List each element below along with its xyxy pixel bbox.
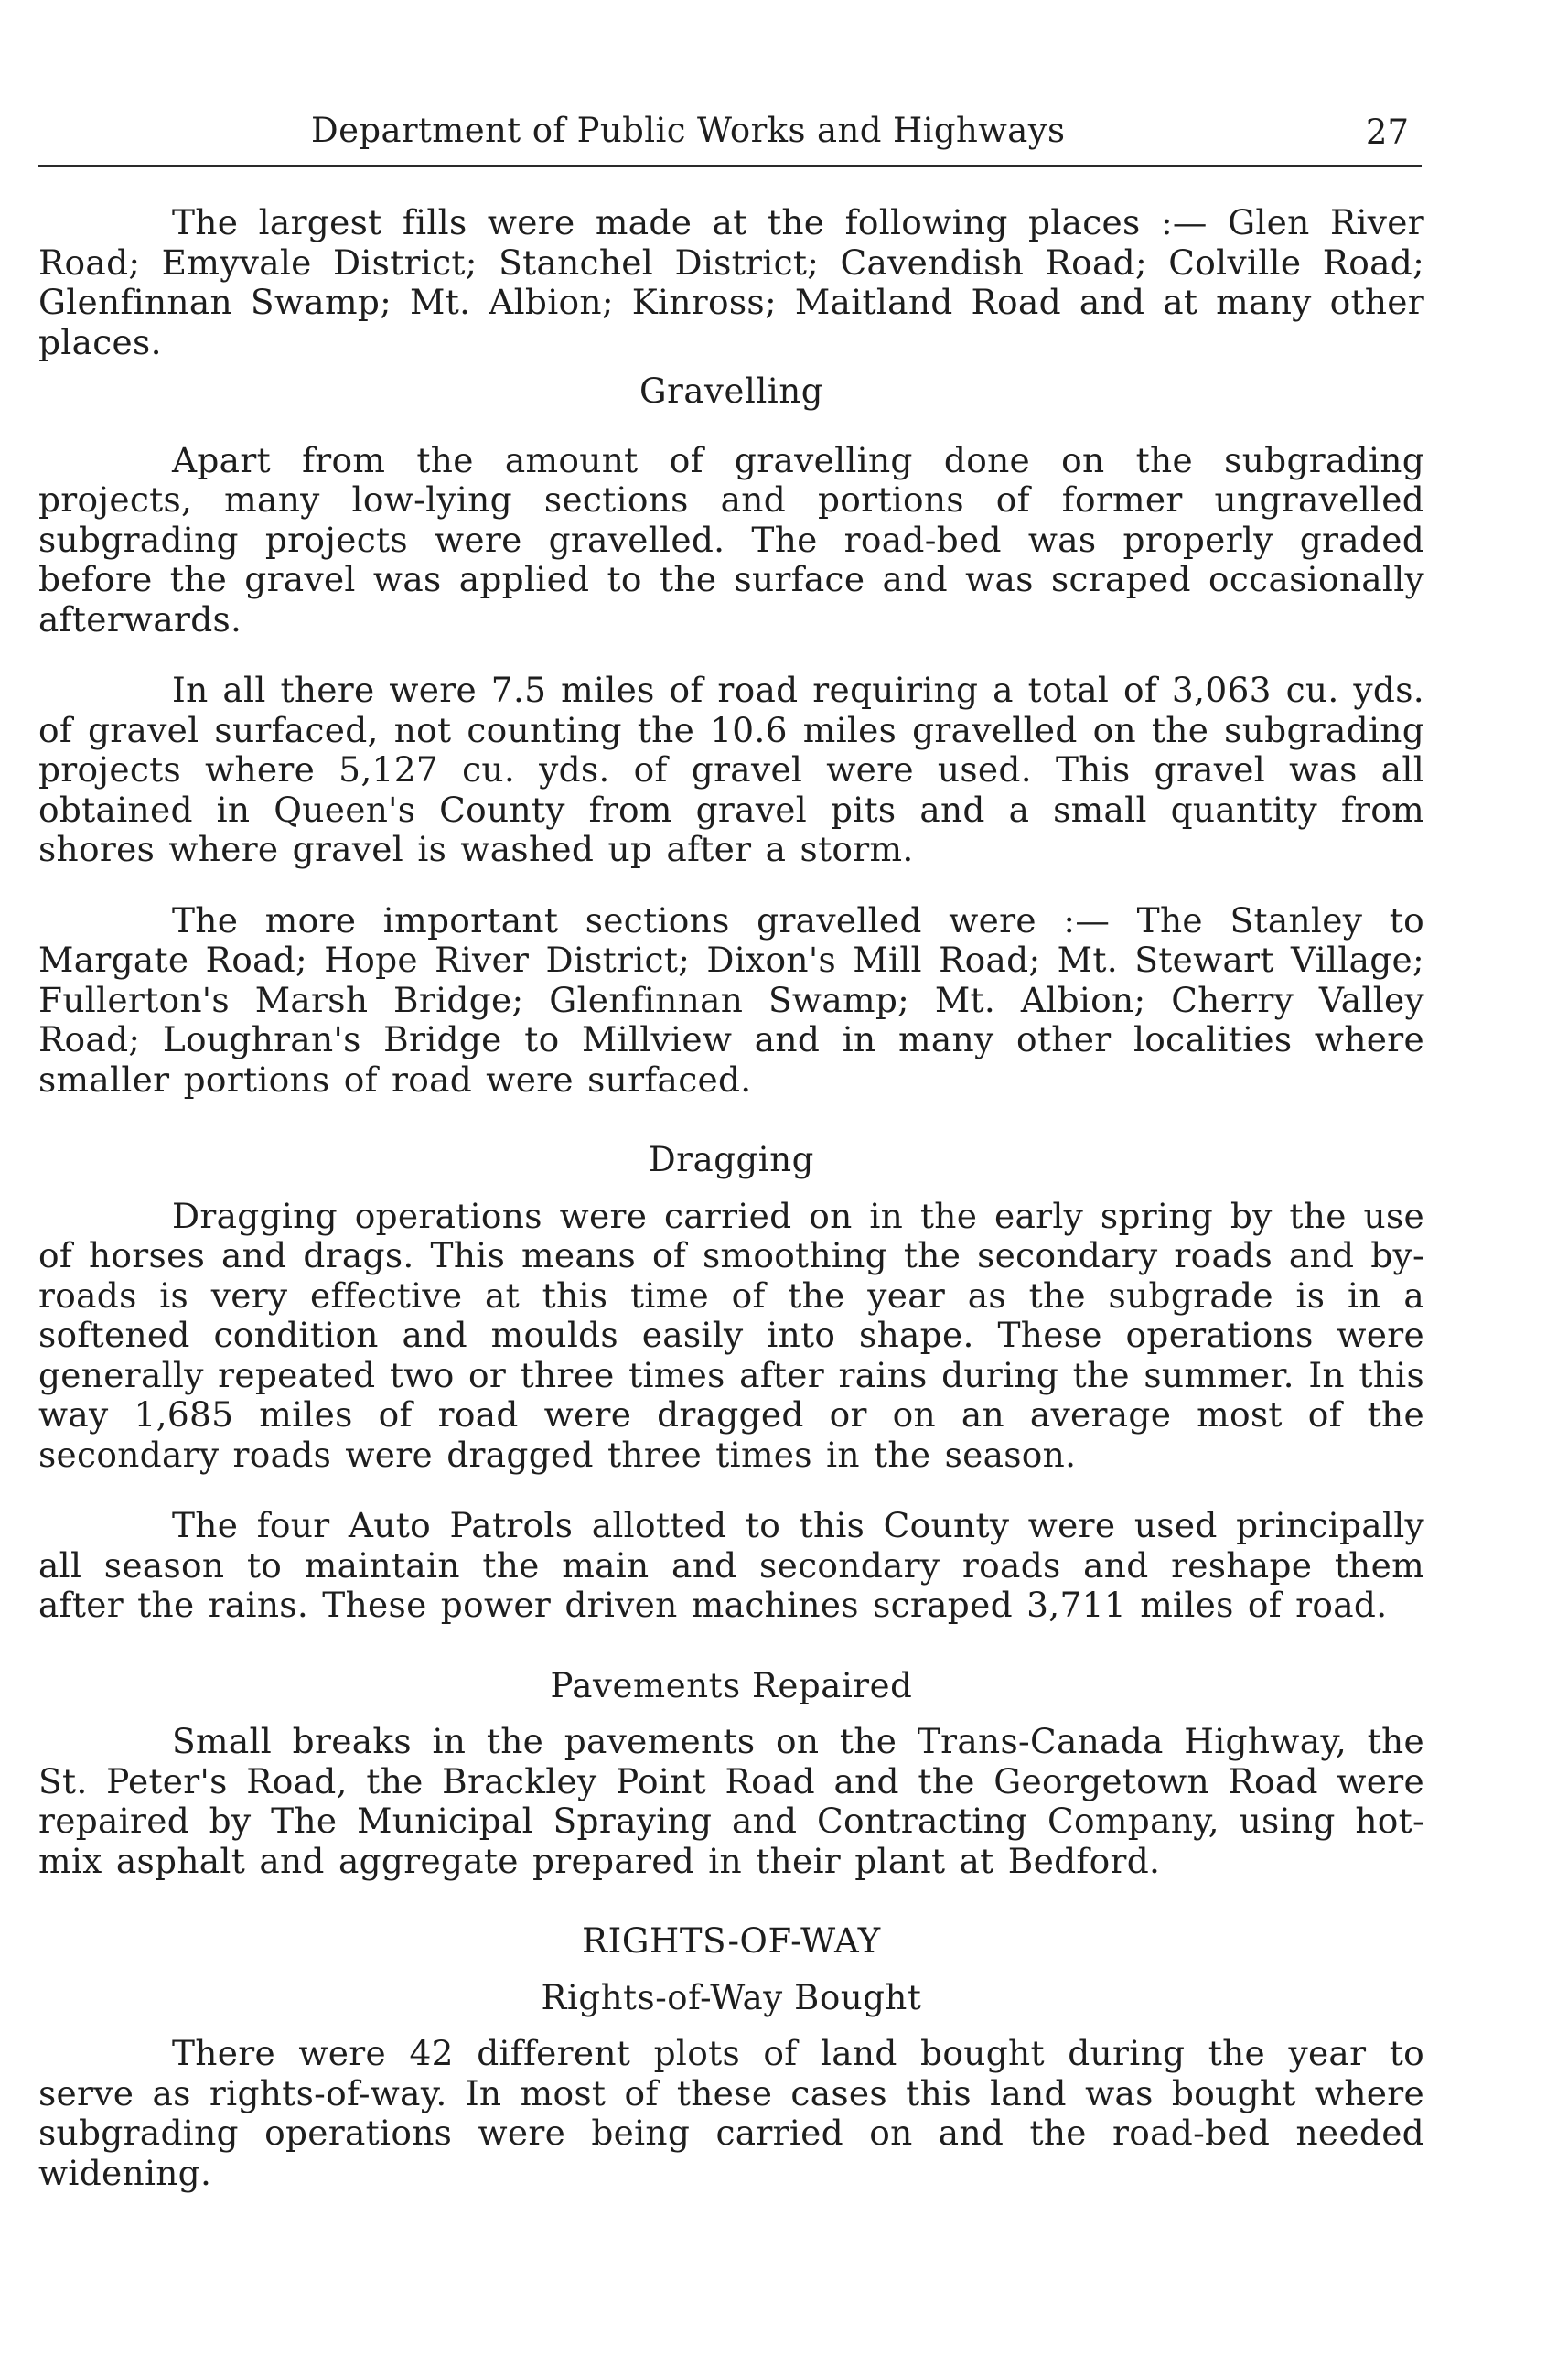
subheading-rights-of-way-bought: Rights-of-Way Bought <box>541 1977 922 2017</box>
heading-gravelling: Gravelling <box>639 371 824 411</box>
heading-pavements-repaired: Pavements Repaired <box>550 1665 913 1705</box>
page-number: 27 <box>1365 113 1409 152</box>
running-header <box>38 108 1422 167</box>
paragraph-gravelling-1: Apart from the amount of gravelling done on the subgrading projects, many low-lying sections and portions of former ungravelled subgrading projects were gravelled. The road-bed was properly graded before the gravel was applied to the surface and was scraped occasionally afterwards. <box>38 439 1424 640</box>
paragraph-largest-fills: The largest fills were made at the following places :— Glen River Road; Emyvale District; Stanchel District; Cavendish Road; Colville Road; Glenfinnan Swamp; Mt. Albion; Kinross; Maitland Road and at many other places. <box>38 202 1424 362</box>
body-text <box>38 203 1424 2193</box>
running-title: Department of Public Works and Highways <box>311 111 1066 150</box>
paragraph-dragging-2: The four Auto Patrols allotted to this County were used principally all season to maintain the main and secondary roads and reshape them after the rains. These power driven machines scraped 3,711 miles of road. <box>38 1505 1424 1625</box>
heading-rights-of-way: RIGHTS-OF-WAY <box>582 1921 881 1961</box>
paragraph-rights-of-way: There were 42 different plots of land bought during the year to serve as rights-of-way. In most of these cases this land was bought where subgrading operations were being carried on and the road-bed needed widening. <box>38 2033 1424 2193</box>
heading-dragging: Dragging <box>649 1140 814 1179</box>
paragraph-dragging-1: Dragging operations were carried on in the early spring by the use of horses and drags. This means of smoothing the secondary roads and by-roads is very effective at this time of the year as the subgrade is in a softened condition and moulds easily into shape. These operations were generally repeated two or three times after rains during the summer. In this way 1,685 miles of road were dragged or on an average most of the secondary roads were dragged three times in the season. <box>38 1195 1424 1475</box>
paragraph-gravelling-3: The more important sections gravelled were :— The Stanley to Margate Road; Hope River District; Dixon's Mill Road; Mt. Stewart Village; Fullerton's Marsh Bridge; Glenfinnan Swamp; Mt. Albion; Cherry Valley Road; Loughran's Bridge to Millview and in many other localities where smaller portions of road were surfaced. <box>38 899 1424 1100</box>
paragraph-gravelling-2: In all there were 7.5 miles of road requiring a total of 3,063 cu. yds. of gravel surfaced, not counting the 10.6 miles gravelled on the subgrading projects where 5,127 cu. yds. of gravel were used. This gravel was all obtained in Queen's County from gravel pits and a small quantity from shores where gravel is washed up after a storm. <box>38 670 1424 869</box>
paragraph-pavements: Small breaks in the pavements on the Trans-Canada Highway, the St. Peter's Road, the Brackley Point Road and the Georgetown Road were repaired by The Municipal Spraying and Contracting Company, using hot-mix asphalt and aggregate prepared in their plant at Bedford. <box>38 1721 1424 1881</box>
